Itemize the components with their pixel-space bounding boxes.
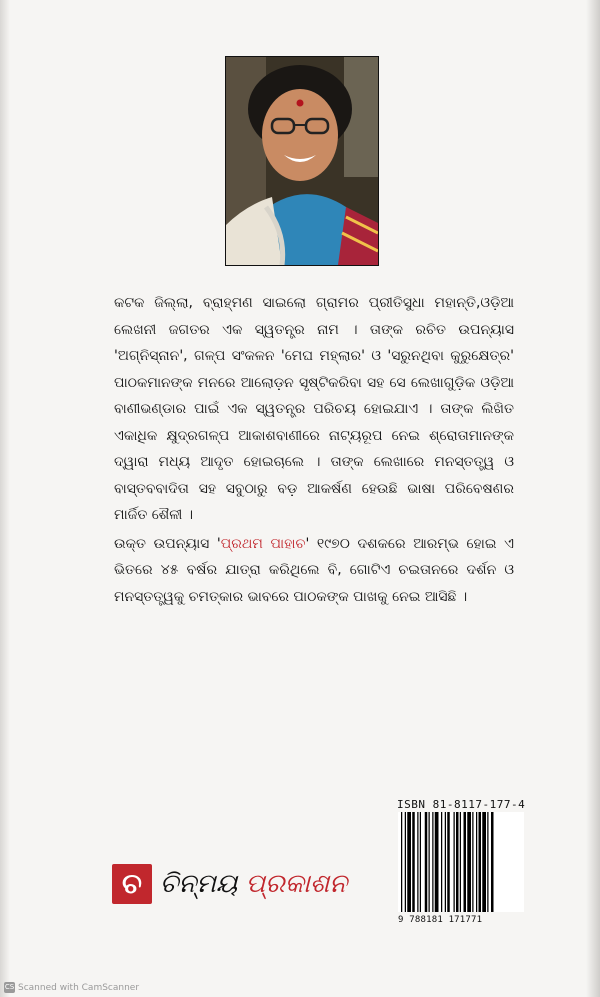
barcode-bar xyxy=(425,812,428,912)
publisher-name-part2: ପ୍ରକାଶନ xyxy=(237,869,348,899)
barcode-bar xyxy=(401,812,402,912)
barcode-bar xyxy=(407,812,411,912)
barcode-bar xyxy=(482,812,486,912)
barcode-bar xyxy=(432,812,433,912)
camscanner-logo-icon: CS xyxy=(4,983,15,991)
blurb-paragraph-novel xyxy=(114,531,514,611)
scanner-watermark xyxy=(4,982,139,993)
publisher-logo xyxy=(112,864,152,904)
barcode-bar xyxy=(435,812,439,912)
novel-title: ପ୍ରଥମ ପାହାଚ xyxy=(220,535,306,552)
barcode-bar xyxy=(454,812,455,912)
barcode-bar xyxy=(441,812,442,912)
author-blurb xyxy=(114,290,514,610)
barcode-bar xyxy=(491,812,494,912)
barcode-bar xyxy=(447,812,450,912)
isbn-barcode xyxy=(398,812,524,912)
barcode-bar xyxy=(445,812,446,912)
barcode-digits: 9 788181 171771 xyxy=(398,915,483,925)
barcode-bar xyxy=(405,812,406,912)
publisher-name-part1: ଚିନ୍ମୟ xyxy=(160,869,238,899)
barcode-bar xyxy=(429,812,430,912)
page-edge-left xyxy=(0,0,10,997)
barcode-bar xyxy=(417,812,418,912)
publisher-logo-glyph: ଚ xyxy=(122,867,142,900)
barcode-bar xyxy=(472,812,473,912)
publisher-name xyxy=(160,868,347,900)
blurb-paragraph-author: କଟକ ଜିଲ୍ଲା, ବ୍ରାହ୍ମଣ ସାଇଲୋ ଗ୍ରାମର ପ୍ରୀତିସୁଧା ମହାନ୍ତି,ଓଡ଼ିଆ ଲେଖନୀ ଜଗତର ଏକ ସ୍ୱତନ୍ତ୍ର ନାମ । ତାଙ୍କ ରଚିତ ଉପନ୍ୟାସ 'ଅଗ୍ନିସ୍ନାନ', ଗଳ୍ପ ସଂକଳନ 'ମେଘ ମହ୍ଲାର' ଓ 'ସରୁନଥିବା କୁରୁକ୍ଷେତ୍ର' ପାଠକମାନଙ୍କ ମନରେ ଆଲୋଡ଼ନ ସୃଷ୍ଟିକରିବା ସହ ସେ ଲେଖାଗୁଡ଼ିକ ଓଡ଼ିଆ ବାଣୀଭଣ୍ଡାର ପାଇଁ ଏକ ସ୍ୱତନ୍ତ୍ର ପରିଚୟ ହୋଇଯାଏ । ତାଙ୍କ ଲିଖିତ ଏକାଧିକ କ୍ଷୁଦ୍ରଗଳ୍ପ ଆକାଶବାଣୀରେ ନାଟ୍ୟରୂପ ନେଇ ଶ୍ରୋତାମାନଙ୍କ ଦ୍ୱାରା ମଧ୍ୟ ଆଦୃତ ହୋଇଚାଲେ । ତାଙ୍କ ଲେଖାରେ ମନସ୍ତତ୍ତ୍ୱ ଓ ବାସ୍ତବବାଦିତା ସହ ସବୁଠାରୁ ବଡ଼ ଆକର୍ଷଣ ହେଉଛି ଭାଷା ପରିବେଷଣର ମାର୍ଜିତ ଶୈଳୀ । xyxy=(114,295,514,523)
blurb-novel-prefix: ଉକ୍ତ ଉପନ୍ୟାସ ' xyxy=(114,535,221,552)
barcode-bar xyxy=(479,812,482,912)
barcode-bar xyxy=(420,812,421,912)
barcode-bar xyxy=(464,812,467,912)
barcode-bar xyxy=(412,812,415,912)
barcode-bar xyxy=(476,812,477,912)
watermark-text: Scanned with CamScanner xyxy=(18,983,140,993)
barcode-bar xyxy=(456,812,459,912)
barcode-bar xyxy=(467,812,471,912)
blurb-novel-suffix: ' ୧୯୭୦ ଦଶକରେ ଆରମ୍ଭ ହୋଇ ଏ ଭିତରେ ୪୫ ବର୍ଷର ଯାତ୍ରା କରିଥିଲେ ବି, ଗୋଟିଏ ଚଇତାନରେ ଦର୍ଶନ ଓ ମନସ୍ତତ୍ତ୍ୱକୁ ଚମତ୍କାର ଭାବରେ ପାଠକଙ୍କ ପାଖକୁ ନେଇ ଆସିଛି । xyxy=(114,535,515,605)
page-edge-right xyxy=(586,0,600,997)
barcode-bar xyxy=(460,812,461,912)
author-photo xyxy=(225,56,379,266)
barcode-bar xyxy=(487,812,488,912)
isbn-label: ISBN 81-8117-177-4 xyxy=(397,798,526,811)
